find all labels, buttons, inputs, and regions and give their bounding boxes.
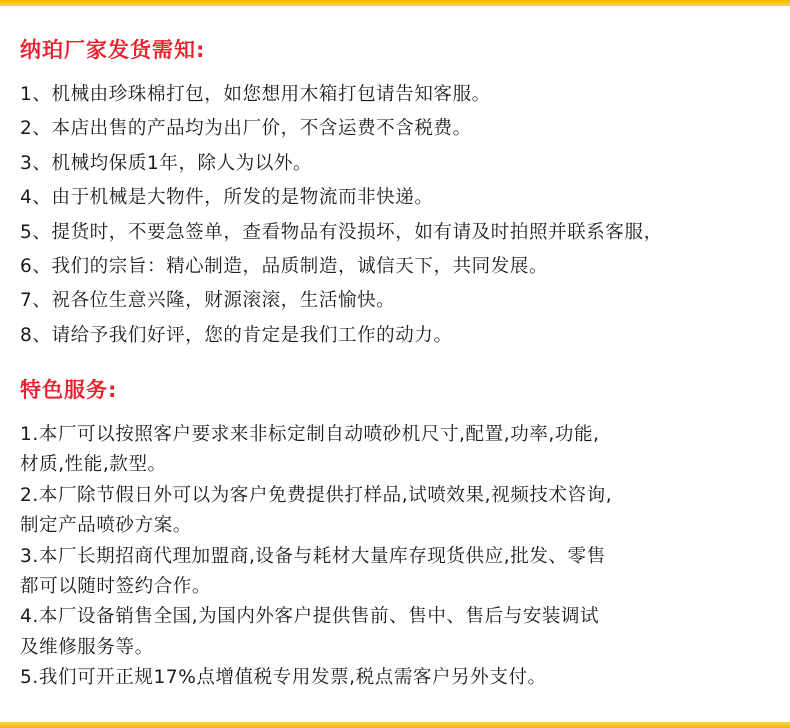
service-line: 2.本厂除节假日外可以为客户免费提供打样品,试喷效果,视频技术咨询,	[20, 484, 613, 506]
service-line: 制定产品喷砂方案。	[20, 515, 192, 537]
top-border-bar	[0, 0, 790, 6]
list-item: 6、我们的宗旨：精心制造，品质制造，诚信天下，共同发展。	[20, 255, 549, 277]
special-services-list	[20, 420, 612, 694]
shipping-notice-title: 纳珀厂家发货需知:	[20, 38, 206, 62]
service-line: 都可以随时签约合作。	[20, 576, 212, 598]
special-services-title: 特色服务:	[20, 378, 118, 402]
shipping-notice-list	[20, 82, 663, 357]
list-item: 3、机械均保质1年，除人为以外。	[20, 152, 313, 174]
list-item: 8、请给予我们好评，您的肯定是我们工作的动力。	[20, 324, 453, 346]
list-item: 5、提货时，不要急签单，查看物品有没损坏，如有请及时拍照并联系客服，	[20, 221, 663, 243]
list-item	[20, 481, 612, 542]
list-item	[20, 663, 612, 693]
list-item	[20, 602, 612, 663]
service-line: 4.本厂设备销售全国,为国内外客户提供售前、售中、售后与安装调试	[20, 606, 600, 628]
service-line: 1.本厂可以按照客户要求来非标定制自动喷砂机尺寸,配置,功率,功能,	[20, 424, 600, 445]
list-item: 2、本店出售的产品均为出厂价，不含运费不含税费。	[20, 118, 472, 140]
list-item	[20, 542, 612, 603]
service-line: 3.本厂长期招商代理加盟商,设备与耗材大量库存现货供应,批发、零售	[20, 545, 606, 567]
service-line: 材质,性能,款型。	[20, 454, 167, 476]
bottom-border-bar	[0, 722, 790, 728]
list-item: 1、机械由珍珠棉打包，如您想用木箱打包请告知客服。	[20, 84, 491, 105]
service-line: 5.我们可开正规17%点增值税专用发票,税点需客户另外支付。	[20, 667, 547, 689]
list-item: 4、由于机械是大物件，所发的是物流而非快递。	[20, 187, 434, 209]
service-line: 及维修服务等。	[20, 636, 154, 658]
list-item: 7、祝各位生意兴隆，财源滚滚，生活愉快。	[20, 290, 396, 312]
list-item	[20, 420, 612, 481]
